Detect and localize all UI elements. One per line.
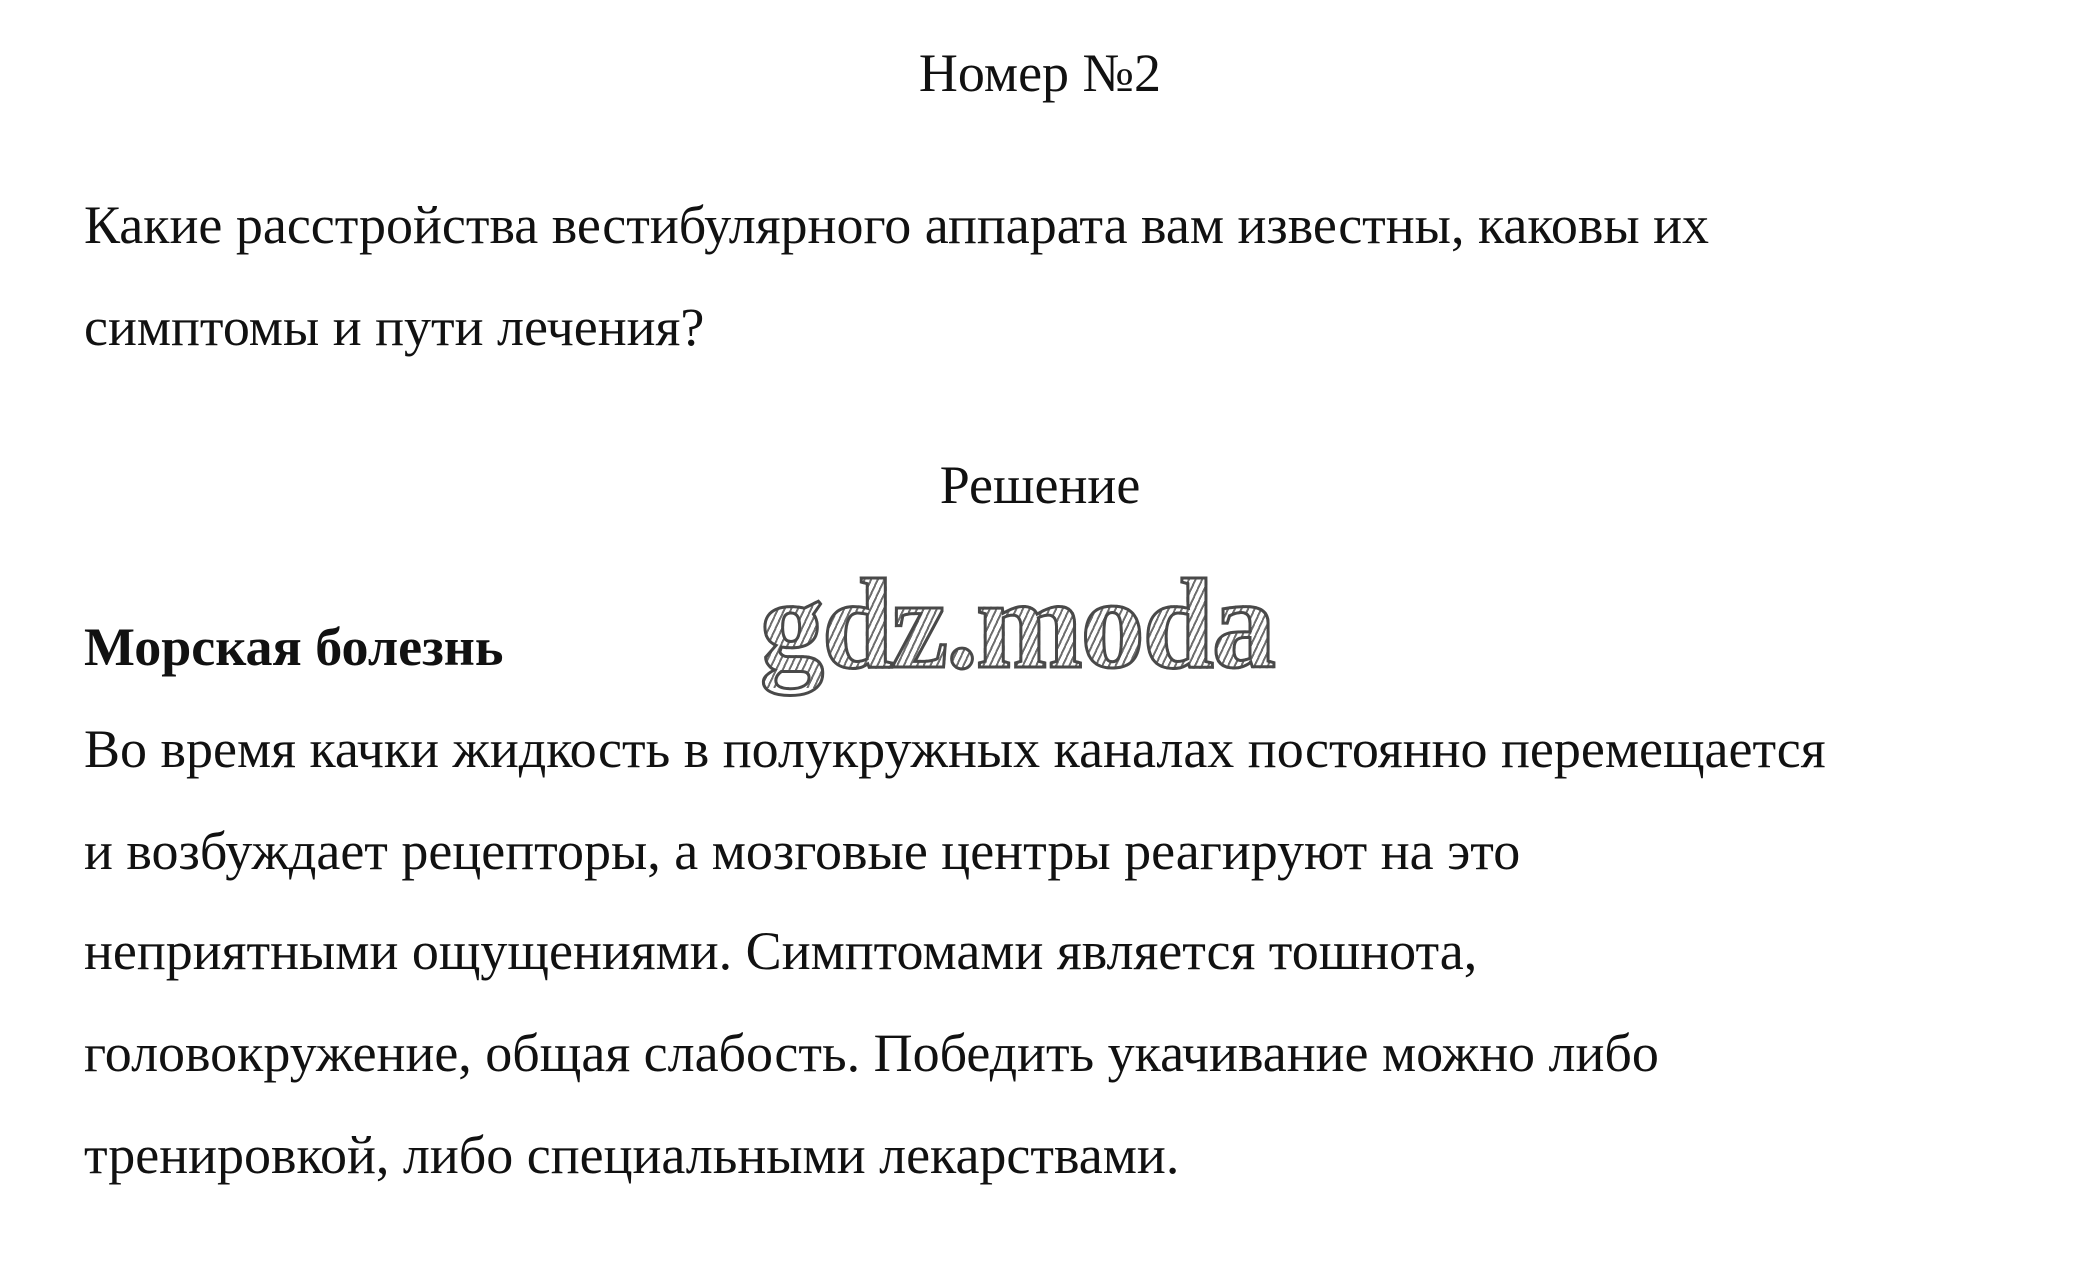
section-heading: Морская болезнь (84, 617, 504, 677)
watermark-logo: gdz.moda (760, 553, 1274, 695)
answer-line-3: неприятными ощущениями. Симптомами является тошнота, (84, 921, 1478, 981)
answer-line-2: и возбуждает рецепторы, а мозговые центры реагируют на это (84, 821, 1521, 881)
solution-label: Решение (939, 455, 1141, 515)
answer-line-1: Во время качки жидкость в полукружных каналах постоянно перемещается (84, 719, 1826, 779)
question-line-2: симптомы и пути лечения? (84, 297, 705, 357)
answer-line-4: головокружение, общая слабость. Победить укачивание можно либо (84, 1023, 1659, 1083)
question-line-1: Какие расстройства вестибулярного аппарата вам известны, каковы их (84, 195, 1710, 255)
answer-line-5: тренировкой, либо специальными лекарствами. (84, 1125, 1180, 1185)
page-title: Номер №2 (918, 43, 1162, 103)
